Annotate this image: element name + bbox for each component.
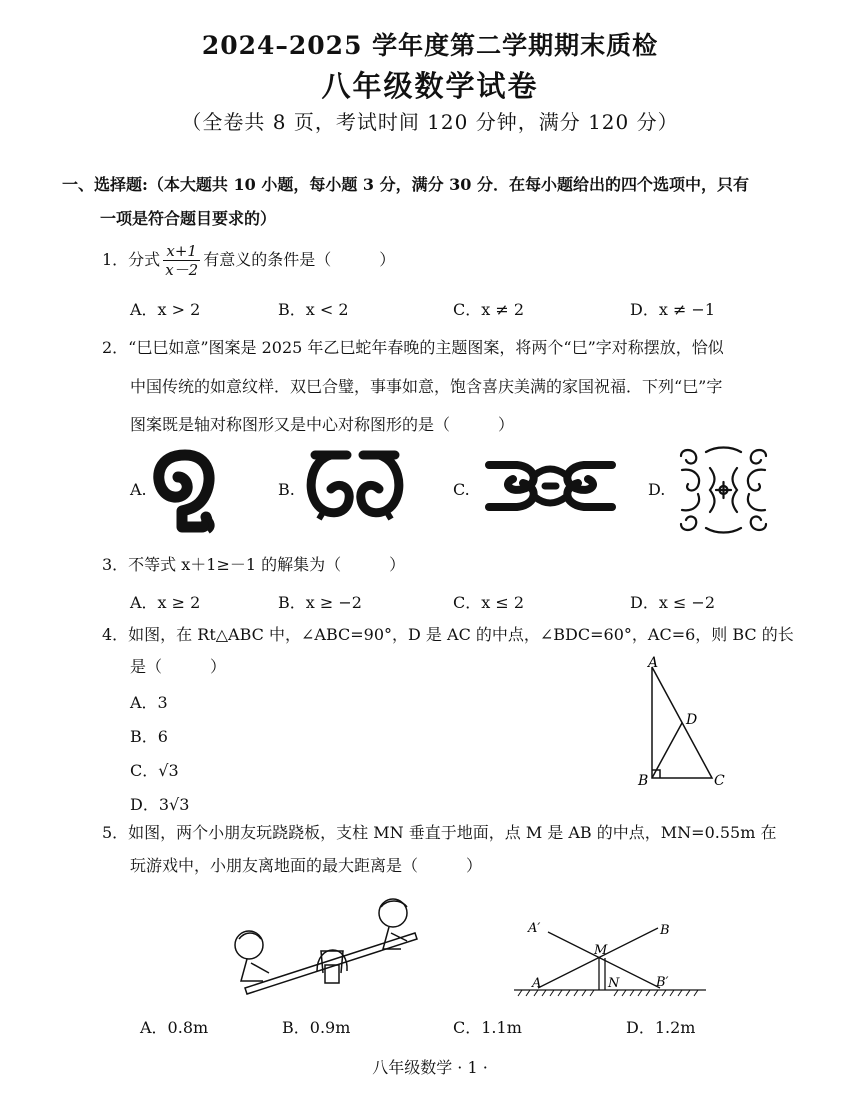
point-b-label: B — [638, 773, 649, 789]
q3-option-b: B．x ≥ −2 — [278, 593, 362, 612]
seesaw-children-image — [225, 893, 425, 998]
q4-option-a: A．3 — [130, 693, 168, 712]
section-heading-cont: 一项是符合题目要求的） — [100, 209, 277, 228]
q1-suffix: 有意义的条件是（ ） — [203, 250, 396, 269]
q1-fraction-denominator: x－2 — [165, 260, 199, 279]
q2-line1: 2．“巳巳如意”图案是 2025 年乙巳蛇年春晚的主题图案，将两个“巳”字对称摆放，恰似 — [102, 338, 724, 357]
q4-option-b: B．6 — [130, 727, 168, 746]
q2-label-d: D. — [648, 480, 666, 499]
triangle-abc-figure — [636, 655, 736, 790]
exam-subtitle: （全卷共 8 页，考试时间 120 分钟，满分 120 分） — [181, 110, 679, 134]
q4-line1: 4．如图，在 Rt△ABC 中，∠ABC=90°，D 是 AC 的中点，∠BDC=60°，AC=6，则 BC 的长 — [102, 625, 794, 644]
q2-line3: 图案既是轴对称图形又是中心对称图形的是（ ） — [130, 415, 515, 434]
page-footer: 八年级数学 · 1 · — [372, 1058, 488, 1077]
q5-option-a: A．0.8m — [140, 1018, 209, 1037]
q5-option-c: C．1.1m — [453, 1018, 522, 1037]
q5-option-d: D．1.2m — [626, 1018, 696, 1037]
point-b-prime-label: B′ — [656, 975, 669, 990]
q2-line2: 中国传统的如意纹样．双巳合璧，事事如意，饱含喜庆美满的家国祝福．下列“巳”字 — [130, 377, 723, 396]
q1-option-c: C．x ≠ 2 — [453, 300, 525, 319]
exam-title-line1: 2024–2025 学年度第二学期期末质检 — [201, 31, 659, 60]
section-heading: 一、选择题:（本大题共 10 小题，每小题 3 分，满分 30 分．在每小题给出的四个选项中，只有 — [62, 175, 749, 194]
point-a-prime-label: A′ — [528, 921, 541, 936]
q4-option-d: D．3√3 — [130, 795, 190, 814]
seesaw-geometry-figure — [510, 910, 710, 1000]
q2-label-a: A. — [130, 480, 147, 499]
q5-line2: 玩游戏中，小朋友离地面的最大距离是（ ） — [130, 856, 483, 875]
q2-label-b: B. — [278, 480, 295, 499]
exam-title-line2: 八年级数学试卷 — [321, 69, 539, 103]
q1-fraction-numerator: x+1 — [163, 242, 200, 261]
question-1 — [102, 240, 395, 280]
point-c-label: C — [714, 773, 725, 789]
q4-option-c: C．√3 — [130, 761, 179, 780]
q5-option-b: B．0.9m — [282, 1018, 351, 1037]
q1-fraction — [163, 242, 200, 279]
point-m-label: M — [594, 943, 608, 958]
q1-prefix: 1．分式 — [102, 250, 161, 269]
q3-stem: 3．不等式 x＋1≥－1 的解集为（ ） — [102, 555, 406, 574]
pattern-d-image — [676, 446, 771, 534]
point-n-label: N — [608, 976, 620, 991]
q1-option-a: A．x > 2 — [130, 300, 201, 319]
point-a-label-q5: A — [532, 976, 542, 991]
point-b-label-q5: B — [660, 923, 670, 938]
pattern-a-image — [150, 447, 220, 535]
q1-option-b: B．x < 2 — [278, 300, 349, 319]
pattern-b-image — [305, 447, 405, 527]
q3-option-c: C．x ≤ 2 — [453, 593, 525, 612]
q1-option-d: D．x ≠ −1 — [630, 300, 716, 319]
q3-option-d: D．x ≤ −2 — [630, 593, 716, 612]
q4-line2: 是（ ） — [130, 657, 227, 676]
q2-label-c: C. — [453, 480, 470, 499]
q5-line1: 5．如图，两个小朋友玩跷跷板，支柱 MN 垂直于地面，点 M 是 AB 的中点，MN=0.55m 在 — [102, 823, 777, 842]
point-a-label: A — [648, 655, 659, 671]
point-d-label: D — [686, 712, 698, 728]
pattern-c-image — [483, 455, 618, 517]
q3-option-a: A．x ≥ 2 — [130, 593, 201, 612]
